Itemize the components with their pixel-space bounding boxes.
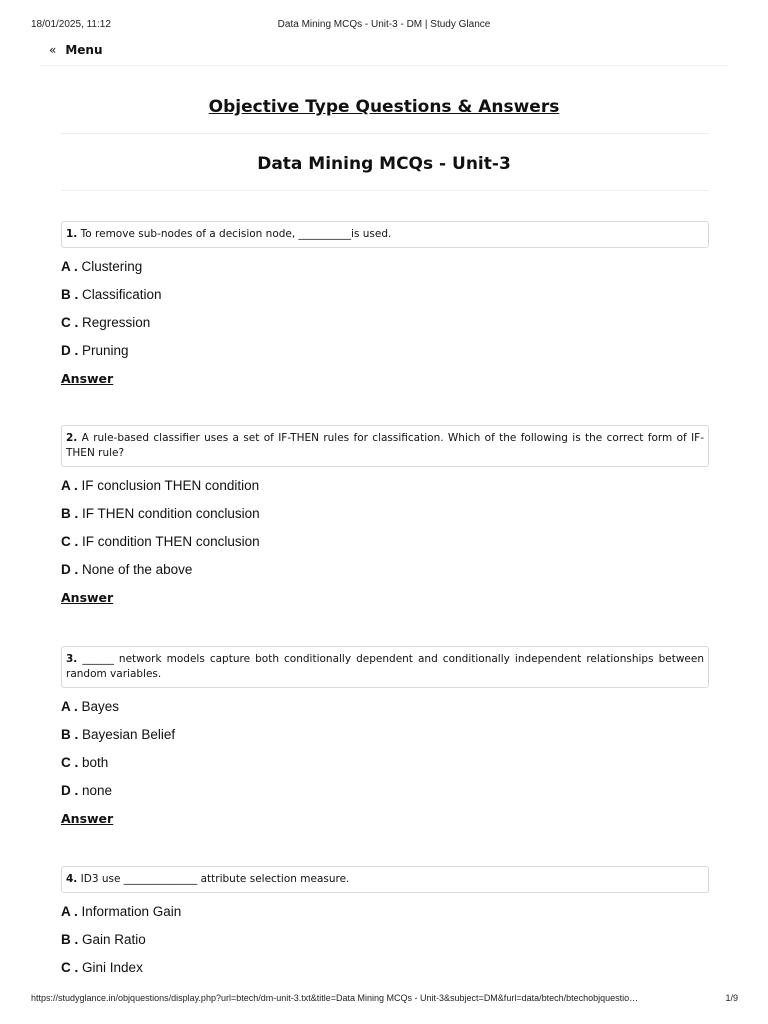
answer-link[interactable]: Answer — [61, 590, 114, 605]
option-a — [61, 693, 709, 721]
option-letter: C . — [61, 960, 79, 975]
question-number: 1. — [66, 228, 78, 240]
question-number: 2. — [66, 432, 78, 444]
question-box — [61, 221, 709, 248]
option-c — [61, 954, 709, 982]
option-text: Pruning — [82, 343, 129, 358]
answer-link[interactable]: Answer — [61, 811, 114, 826]
menu-divider — [40, 65, 728, 66]
option-letter: B . — [61, 727, 79, 742]
answer-link[interactable]: Answer — [61, 371, 114, 386]
double-chevron-left-icon: « — [49, 43, 57, 57]
page-number: 1/9 — [725, 993, 738, 1003]
menu-button[interactable] — [49, 43, 103, 57]
page-subtitle: Data Mining MCQs - Unit-3 — [257, 154, 511, 174]
subtitle-divider — [61, 190, 709, 191]
option-text: Gini Index — [82, 960, 143, 975]
title-divider — [61, 133, 709, 134]
option-b — [61, 500, 709, 528]
option-letter: B . — [61, 506, 79, 521]
question-box — [61, 866, 709, 893]
option-letter: A . — [61, 259, 78, 274]
question-block — [61, 221, 709, 393]
question-text: ID3 use ______________ attribute selection measure. — [77, 873, 350, 885]
option-b — [61, 721, 709, 749]
option-c — [61, 528, 709, 556]
option-a — [61, 898, 709, 926]
question-block — [61, 646, 709, 833]
option-letter: C . — [61, 534, 79, 549]
option-text: Classification — [82, 287, 162, 302]
option-c — [61, 749, 709, 777]
option-text: IF conclusion THEN condition — [81, 478, 260, 493]
option-text: None of the above — [82, 562, 193, 577]
option-letter: C . — [61, 315, 79, 330]
option-b — [61, 926, 709, 954]
question-number: 3. — [66, 653, 78, 665]
option-d — [61, 556, 709, 584]
option-letter: A . — [61, 904, 78, 919]
option-text: none — [82, 783, 113, 798]
print-footer — [0, 993, 768, 1007]
page-title: Objective Type Questions & Answers — [208, 97, 560, 117]
option-text: Regression — [82, 315, 151, 330]
option-letter: B . — [61, 932, 79, 947]
print-url: https://studyglance.in/objquestions/display.php?url=btech/dm-unit-3.txt&title=Data Mining MCQs - Unit-3&subject=DM&furl=data/btech/btechobjquestio… — [31, 993, 639, 1003]
option-letter: D . — [61, 343, 79, 358]
print-timestamp: 18/01/2025, 11:12 — [31, 19, 111, 30]
option-text: IF THEN condition conclusion — [82, 506, 260, 521]
option-text: Bayes — [81, 699, 120, 714]
option-c — [61, 309, 709, 337]
option-letter: C . — [61, 755, 79, 770]
option-a — [61, 472, 709, 500]
question-box — [61, 646, 709, 688]
option-text: Information Gain — [81, 904, 182, 919]
option-text: Bayesian Belief — [82, 727, 176, 742]
question-text: To remove sub-nodes of a decision node, __________is used. — [77, 228, 392, 240]
option-letter: A . — [61, 699, 78, 714]
menu-label: Menu — [65, 43, 103, 57]
question-text: A rule-based classifier uses a set of IF-THEN rules for classification. Which of the following is the correct form of IF-THEN rule? — [66, 432, 704, 459]
option-letter: D . — [61, 562, 79, 577]
option-text: both — [82, 755, 109, 770]
option-text: Clustering — [81, 259, 143, 274]
option-letter: B . — [61, 287, 79, 302]
question-block — [61, 425, 709, 612]
option-a — [61, 253, 709, 281]
question-number: 4. — [66, 873, 78, 885]
print-page-title: Data Mining MCQs - Unit-3 - DM | Study Glance — [277, 19, 491, 30]
option-text: Gain Ratio — [82, 932, 146, 947]
option-b — [61, 281, 709, 309]
option-letter: D . — [61, 783, 79, 798]
option-text: IF condition THEN conclusion — [82, 534, 260, 549]
option-d — [61, 337, 709, 365]
print-header — [0, 19, 768, 33]
question-box — [61, 425, 709, 467]
option-d — [61, 777, 709, 805]
question-text: ______ network models capture both conditionally dependent and conditionally independent relationships between random variables. — [66, 653, 704, 680]
option-letter: A . — [61, 478, 78, 493]
question-block — [61, 866, 709, 982]
